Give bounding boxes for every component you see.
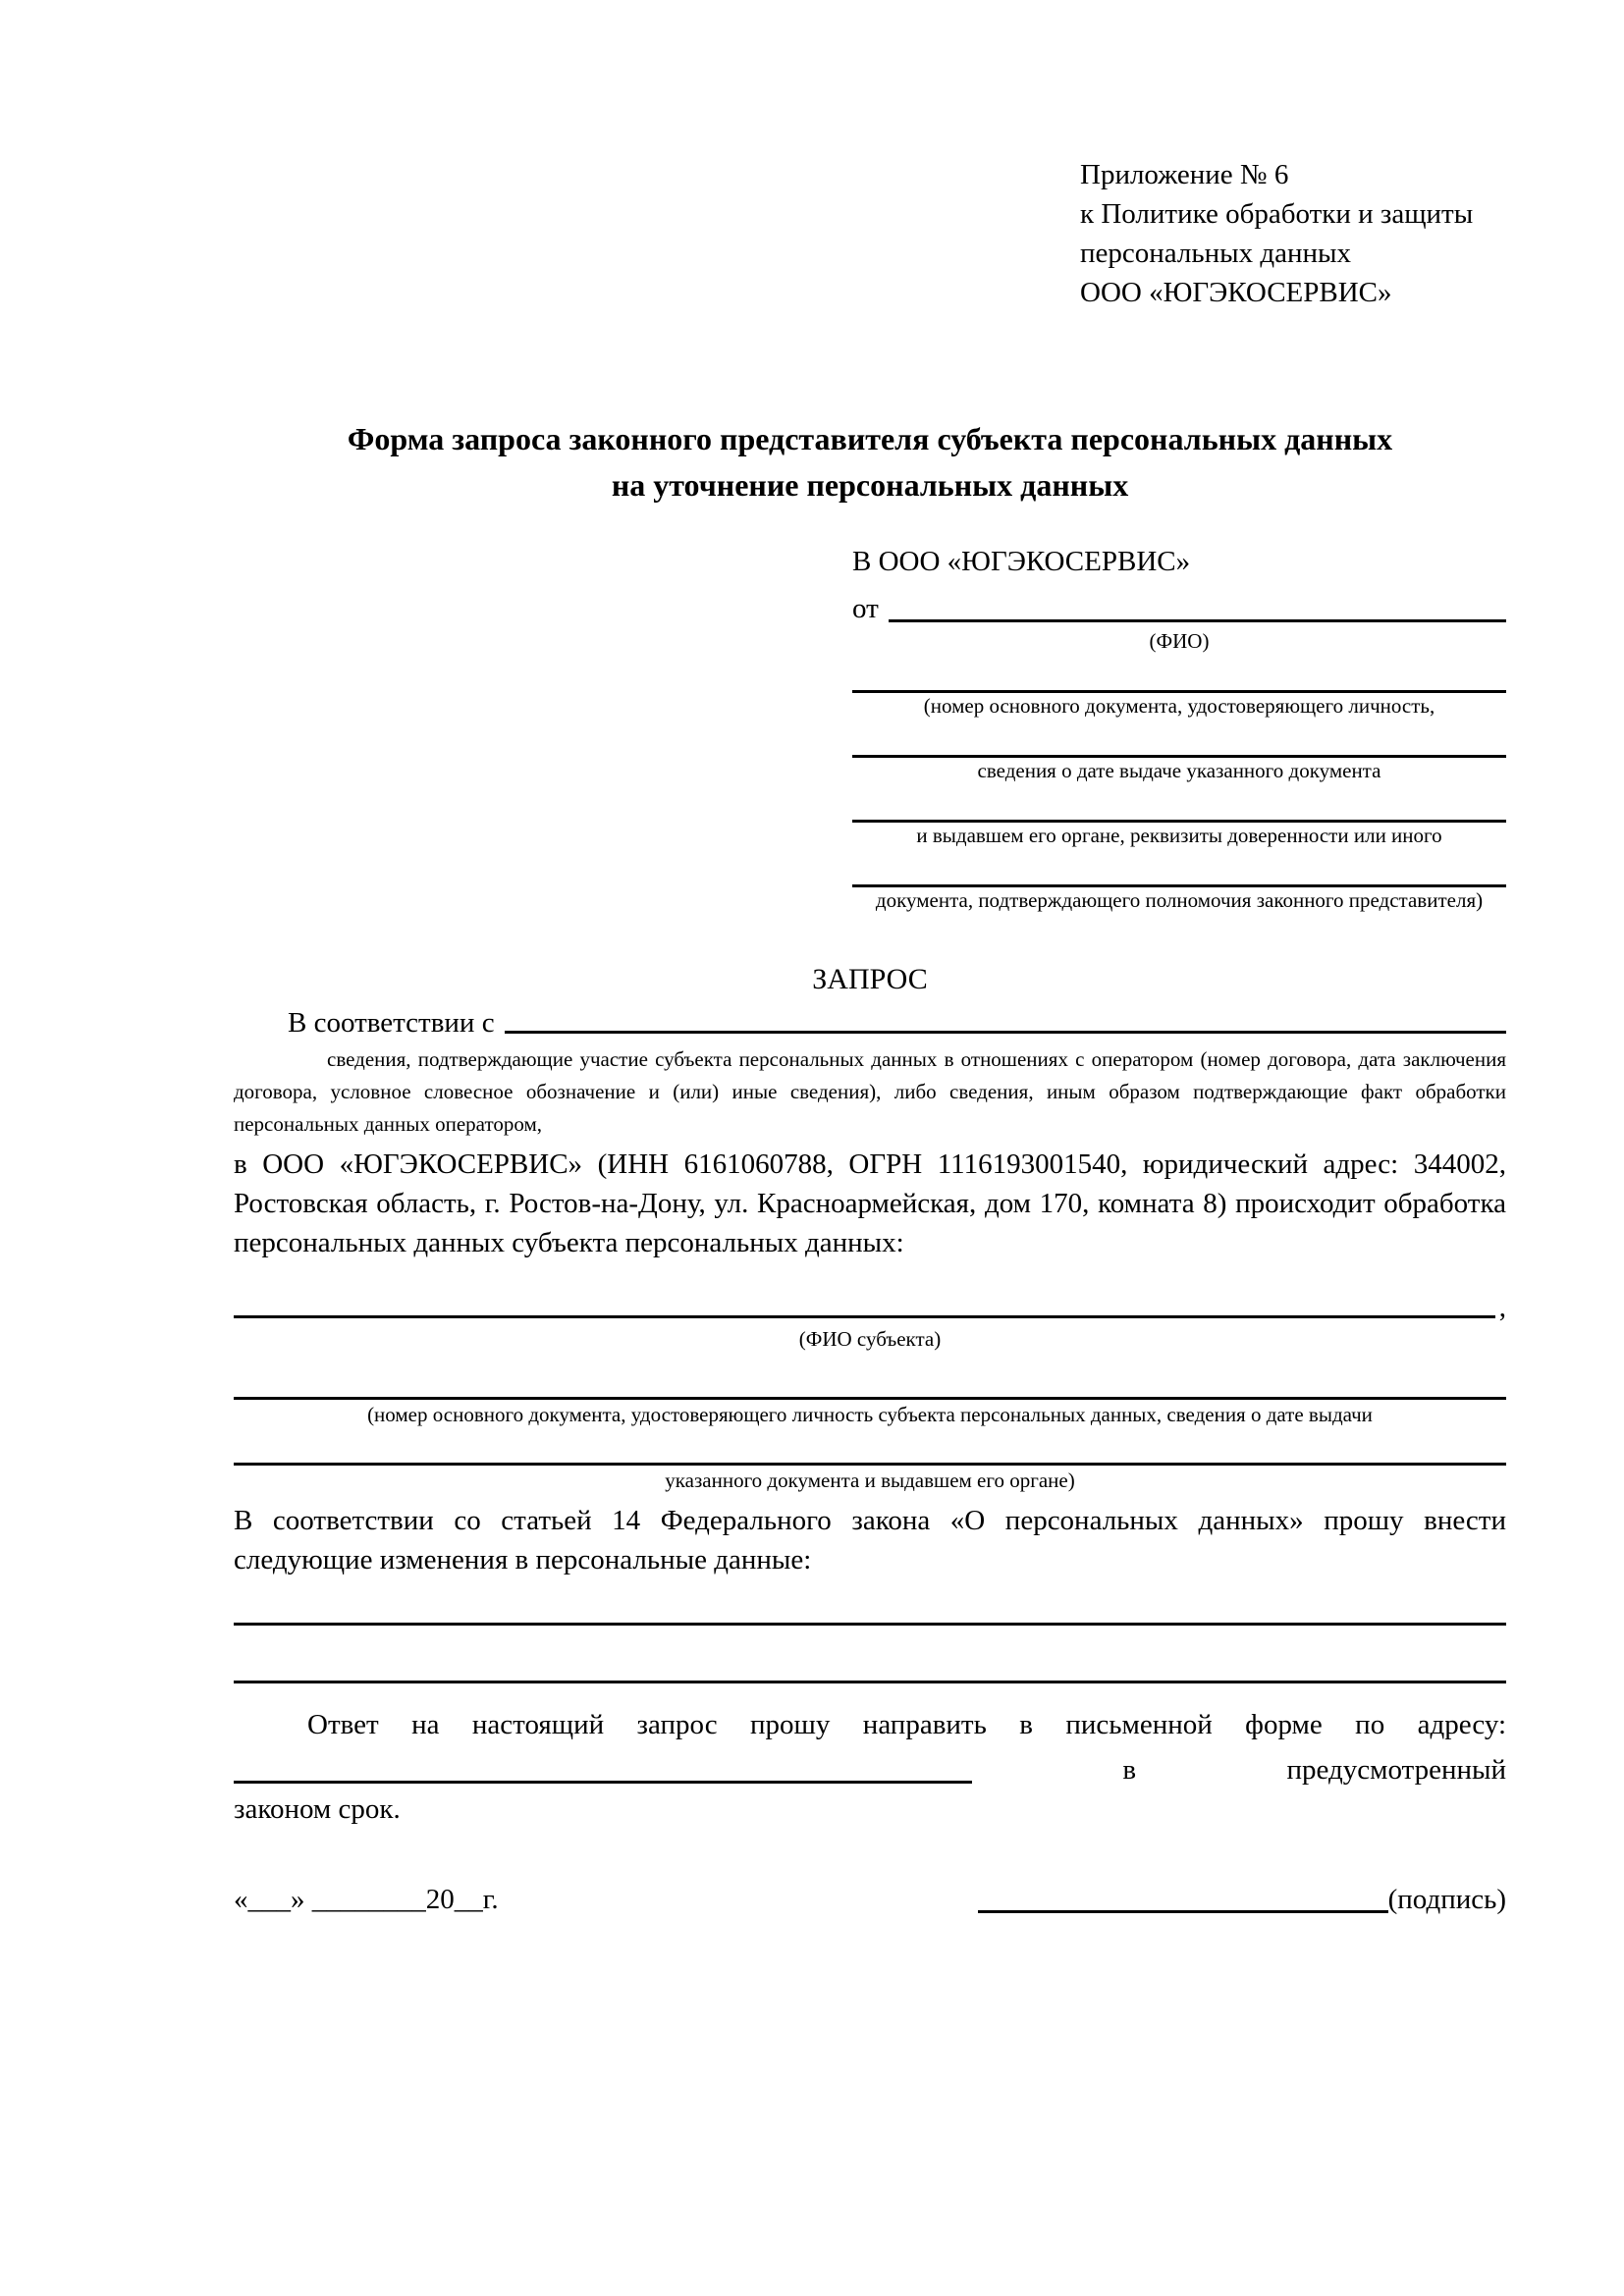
appendix-line: к Политике обработки и защиты xyxy=(1080,198,1474,230)
date-blank-field[interactable]: «___» ________20__г. xyxy=(234,1884,499,1915)
reply-address-row xyxy=(234,1750,1506,1789)
document-title-line2: на уточнение персональных данных xyxy=(611,467,1129,503)
fio-caption: (ФИО) xyxy=(1149,629,1210,653)
operator-paragraph: в ООО «ЮГЭКОСЕРВИС» (ИНН 6161060788, ОГРН 1116193001540, юридический адрес: 344002, Ростовская область, г. Ростов-на-Дону, ул. Красноармейская, дом 170, комната 8) происходит обработка персональных данных субъекта персональных данных: xyxy=(234,1148,1506,1258)
subject-line-comma: , xyxy=(1498,1292,1506,1323)
basis-blank-note: сведения, подтверждающие участие субъекта персональных данных в отношениях с оператором (номер договора, дата заключения договора, условное словесное обозначение и (или) иные сведения), либо сведения, иным образом подтверждающие факт обработки персональных данных оператором, xyxy=(234,1047,1506,1136)
doc-caption-1: (номер основного документа, удостоверяющего личность, xyxy=(923,694,1435,718)
doc-caption-4: документа, подтверждающего полномочия законного представителя) xyxy=(875,888,1484,912)
reply-paragraph-last-line: законом срок. xyxy=(234,1793,401,1825)
signature-caption: (подпись) xyxy=(1387,1884,1506,1915)
addressee-block xyxy=(852,542,1506,913)
reply-address-blank-line[interactable] xyxy=(234,1781,972,1784)
changes-blank-line-2[interactable] xyxy=(234,1681,1506,1683)
subject-fio-caption: (ФИО субъекта) xyxy=(798,1327,942,1351)
representative-fio-blank-line[interactable] xyxy=(889,619,1506,622)
document-title xyxy=(234,416,1506,508)
changes-blank-line-1[interactable] xyxy=(234,1623,1506,1626)
subject-fio-blank-line[interactable] xyxy=(234,1315,1495,1318)
basis-blank-line[interactable] xyxy=(505,1031,1506,1034)
reply-word-predusmotrenny: предусмотренный xyxy=(1286,1754,1506,1786)
subject-doc-blank-line-1[interactable] xyxy=(234,1397,1506,1400)
subject-doc-caption-2: указанного документа и выдавшем его органе) xyxy=(665,1468,1075,1492)
law-paragraph: В соответствии со статьей 14 Федерального закона «О персональных данных» прошу внести следующие изменения в персональные данные: xyxy=(234,1505,1506,1575)
doc-caption-3: и выдавшем его органе, реквизиты доверенности или иного xyxy=(916,824,1442,847)
reply-word-v: в xyxy=(1122,1754,1137,1786)
document-title-line1: Форма запроса законного представителя субъекта персональных данных xyxy=(347,421,1393,456)
basis-row xyxy=(234,1007,1506,1040)
subject-fio-row xyxy=(234,1292,1506,1324)
signature-blank-line[interactable] xyxy=(978,1910,1388,1913)
reply-paragraph-line1: Ответ на настоящий запрос прошу направить в письменной форме по адресу: xyxy=(307,1709,1506,1740)
from-row xyxy=(852,589,1506,628)
addressee-organization: В ООО «ЮГЭКОСЕРВИС» xyxy=(852,546,1191,577)
appendix-line: Приложение № 6 xyxy=(1080,159,1289,190)
subject-doc-caption-1: (номер основного документа, удостоверяющего личность субъекта персональных данных, сведения о дате выдачи xyxy=(367,1403,1373,1426)
appendix-line: ООО «ЮГЭКОСЕРВИС» xyxy=(1080,277,1392,308)
signoff-row xyxy=(234,1880,1506,1919)
request-heading: ЗАПРОС xyxy=(812,963,928,995)
from-label: от xyxy=(852,593,879,624)
appendix-line: персональных данных xyxy=(1080,238,1352,269)
basis-label: В соответствии с xyxy=(288,1007,495,1039)
subject-doc-blank-line-2[interactable] xyxy=(234,1463,1506,1466)
appendix-block xyxy=(1080,155,1506,312)
signature-group xyxy=(978,1880,1506,1919)
doc-caption-2: сведения о дате выдаче указанного документа xyxy=(977,759,1381,782)
page-content xyxy=(234,155,1506,1919)
